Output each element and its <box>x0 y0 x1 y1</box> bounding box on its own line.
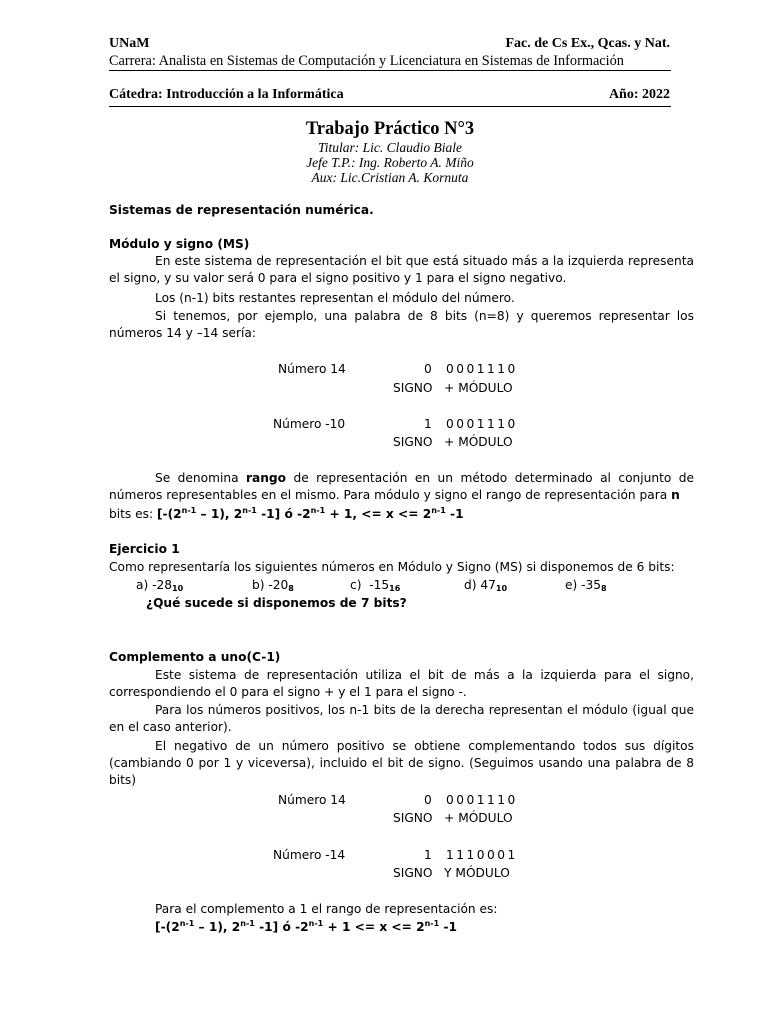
ej1-item-b: b) $-20_8$ <box>252 578 294 593</box>
c1-ex1-sign: 0 <box>424 793 432 807</box>
ms-ex1-sign: 0 <box>424 362 432 376</box>
ej1-question: ¿Qué sucede si disponemos de 7 bits? <box>146 596 407 610</box>
ms-p2-text: Los (n-1) bits restantes representan el módulo del número. <box>155 291 515 305</box>
faculty-label: Fac. de Cs Ex., Qcas. y Nat. <box>505 36 670 51</box>
ms-rango-n: n <box>671 488 680 502</box>
ej1-item-c: c) $-15_{16}$ <box>350 578 401 593</box>
ms-rango-post: de representación en un método determinado al conjunto de números representables en el mismo. Para módulo y signo el rango de representación para <box>109 471 695 502</box>
c1-p2-text: Para los números positivos, los n-1 bits de la derecha representan el módulo (igual que en el caso anterior). <box>109 703 694 734</box>
c1-p3-text: El negativo de un número positivo se obtiene complementando todos sus dígitos (cambiando 0 por 1 y viceversa), incluido el bit de signo. (Seguimos usando una palabra de 8 bits) <box>109 739 694 787</box>
c1-heading: Complemento a uno(C-1) <box>109 650 281 664</box>
ms-formula: [-(2$^{n-1}$ – 1), 2$^{n-1}$ -1] ó -2$^{n-1}$ + 1, <= $x <= 2^{n-1}$ -1 <box>156 506 464 521</box>
ms-ex2-label: Número -10 <box>273 417 346 431</box>
ms-paragraph-2 <box>109 290 694 307</box>
ms-paragraph-3 <box>109 308 694 342</box>
ej1-item-e: e) $-35_8$ <box>565 578 607 593</box>
c1-ex2-caption: SIGNO Y MÓDULO <box>393 866 510 880</box>
ej1-heading: Ejercicio 1 <box>109 542 180 556</box>
ms-ex1-bits: 0001110 <box>446 362 518 376</box>
ms-p1-text: En este sistema de representación el bit que está situado más a la izquierda representa el signo, y su valor será 0 para el signo positivo y 1 para el signo negativo. <box>109 254 694 285</box>
c1-paragraph-1 <box>109 667 694 701</box>
ms-heading: Módulo y signo (MS) <box>109 237 250 251</box>
c1-ex1-caption: SIGNO + MÓDULO <box>393 811 513 825</box>
ms-ex2-sign: 1 <box>424 417 432 431</box>
ms-ex1-label: Número 14 <box>278 362 346 376</box>
chair-divider <box>109 106 671 107</box>
c1-paragraph-2 <box>109 702 694 736</box>
header-divider <box>109 70 671 71</box>
section-title: Sistemas de representación numérica. <box>109 203 374 217</box>
ej1-item-a: a) $-28_{10}$ <box>136 578 184 593</box>
c1-ex1-bits: 0001110 <box>446 793 518 807</box>
ms-ex2-bits: 0001110 <box>446 417 518 431</box>
aux-line: Aux: Lic.Cristian A. Kornuta <box>311 170 469 185</box>
c1-rango-text: Para el complemento a 1 el rango de representación es: <box>155 902 498 916</box>
c1-ex1-label: Número 14 <box>278 793 346 807</box>
page-title: Trabajo Práctico N°3 <box>305 119 475 139</box>
ej1-item-d: d) $47_{10}$ <box>464 578 508 593</box>
university-label: UNaM <box>109 36 150 51</box>
c1-ex2-bits: 1110001 <box>446 848 518 862</box>
year-label: Año: 2022 <box>608 87 670 102</box>
ms-rango-bits: bits es: <box>109 507 154 521</box>
c1-ex2-sign: 1 <box>424 848 432 862</box>
chair-label: Cátedra: Introducción a la Informática <box>109 87 344 102</box>
ms-p3-text: Si tenemos, por ejemplo, una palabra de 8 bits (n=8) y queremos representar los números 14 y –14 sería: <box>109 309 694 340</box>
ej1-text: Como representaría los siguientes números en Módulo y Signo (MS) si disponemos de 6 bits: <box>109 560 675 574</box>
ms-paragraph-1 <box>109 253 694 287</box>
ms-rango-word: rango <box>246 471 287 485</box>
ms-rango-paragraph <box>109 470 694 504</box>
ms-formula-line <box>109 506 464 523</box>
c1-formula: [-(2$^{n-1}$ – 1), 2$^{n-1}$ -1] ó $-2^{n-1} + 1 <= x <= 2^{n-1}$ -1 <box>155 919 457 934</box>
c1-p1-text: Este sistema de representación utiliza el bit de más a la izquierda para el signo, correspondiendo el 0 para el signo + y el 1 para el signo -. <box>109 668 694 699</box>
c1-paragraph-3 <box>109 738 694 789</box>
titular-line: Titular: Lic. Claudio Biale <box>317 140 462 155</box>
jefe-line: Jefe T.P.: Ing. Roberto A. Miño <box>306 155 474 170</box>
ms-rango-pre: Se denomina <box>155 471 239 485</box>
c1-ex2-label: Número -14 <box>273 848 346 862</box>
ms-ex1-caption: SIGNO + MÓDULO <box>393 381 513 395</box>
ms-ex2-caption: SIGNO + MÓDULO <box>393 435 513 449</box>
career-label: Carrera: Analista en Sistemas de Computación y Licenciatura en Sistemas de Información <box>109 53 624 69</box>
